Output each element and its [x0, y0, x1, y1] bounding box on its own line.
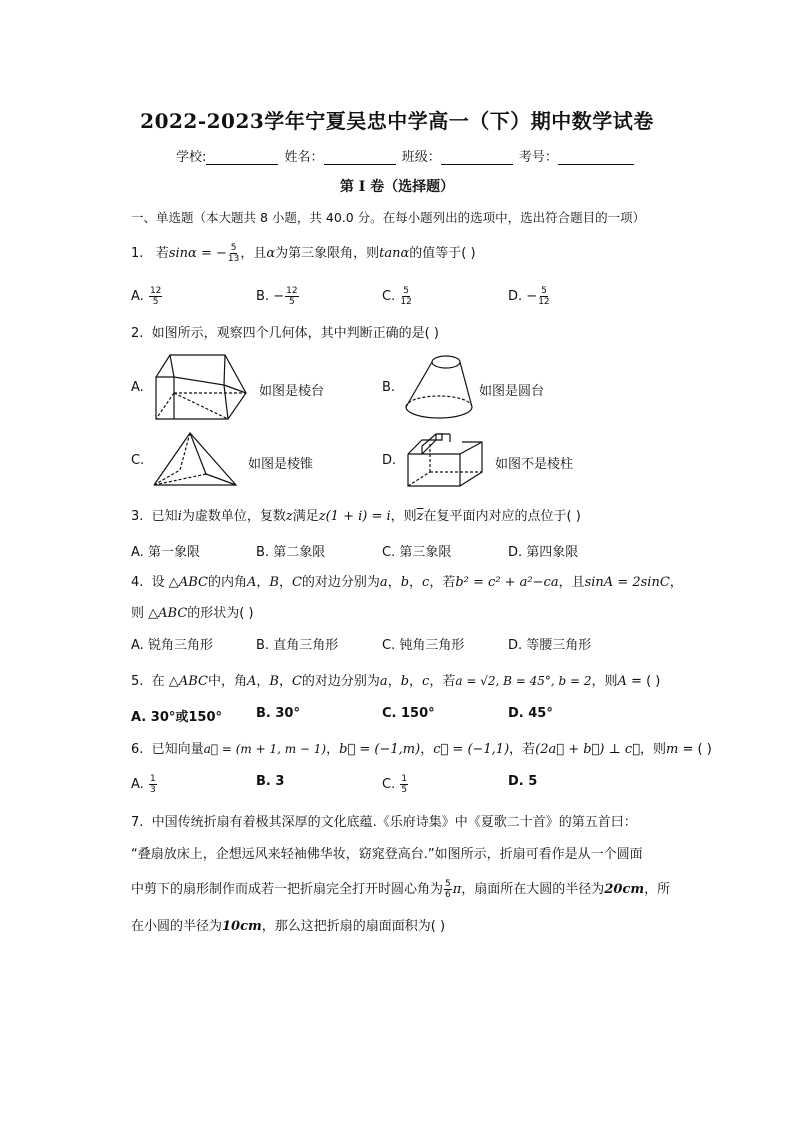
- q2-option-d-label[interactable]: D.: [382, 453, 397, 468]
- pyramid-figure: [150, 430, 242, 490]
- q5-option-b[interactable]: B. 30°: [256, 706, 300, 721]
- question-5: 5. 在 △ABC中，角A，B，C的对边分别为a，b，c，若a = √2, B = 45°, b = 2，则A = ( ): [131, 674, 661, 689]
- q2-option-c-caption: 如图是棱锥: [248, 457, 314, 472]
- q3-option-c[interactable]: C. 第三象限: [382, 545, 452, 560]
- frustum-figure: [150, 353, 250, 423]
- q5-option-d[interactable]: D. 45°: [508, 706, 553, 721]
- q1-option-b[interactable]: B. − $\frac{12}{5}$: [256, 286, 298, 307]
- q6-option-d[interactable]: D. 5: [508, 774, 538, 789]
- q1-option-c[interactable]: C. $\frac{5}{12}$: [382, 286, 412, 307]
- q2-option-b-caption: 如图是圆台: [479, 384, 545, 399]
- q2-option-c-label[interactable]: C.: [131, 453, 145, 468]
- prism-figure: [402, 432, 488, 490]
- question-1: 1. 若sinα = − $\frac{5}{13}$ ，且α为第三象限角，则tanα的值等于( ): [131, 243, 476, 264]
- q3-option-a[interactable]: A. 第一象限: [131, 545, 200, 560]
- question-4-line-2: 则 △ABC的形状为( ): [131, 606, 254, 621]
- question-3: 3. 已知i为虚数单位，复数z满足z(1 + i) = i，则$\overline{z}$在复平面内对应的点位于( ): [131, 509, 581, 524]
- q4-option-d[interactable]: D. 等腰三角形: [508, 638, 592, 653]
- class-blank[interactable]: [441, 150, 513, 165]
- fraction: $\frac{5}{13}$: [227, 243, 240, 264]
- q6-option-c[interactable]: C. $\frac{1}{5}$: [382, 774, 408, 795]
- q6-option-b[interactable]: B. 3: [256, 774, 285, 789]
- q4-option-a[interactable]: A. 锐角三角形: [131, 638, 213, 653]
- q2-option-a-label[interactable]: A.: [131, 380, 144, 395]
- exam-no-label: 考号：: [518, 150, 558, 165]
- q5-option-a[interactable]: A. 30°或150°: [131, 710, 223, 725]
- q2-option-b-label[interactable]: B.: [382, 380, 396, 395]
- cone-frustum-figure: [402, 353, 476, 421]
- question-7-line-4: 在小圆的半径为10cm，那么这把折扇的扇面面积为( ): [131, 919, 446, 934]
- q3-option-b[interactable]: B. 第二象限: [256, 545, 326, 560]
- question-2: 2. 如图所示，观察四个几何体，其中判断正确的是( ): [131, 326, 439, 341]
- q1-option-d[interactable]: D. − $\frac{5}{12}$: [508, 286, 550, 307]
- class-label: 班级：: [401, 150, 441, 165]
- question-6: 6. 已知向量a⃗ = (m + 1, m − 1)，b⃗ = (−1,m)，c⃗ = (−1,1)，若(2a⃗ + b⃗) ⊥ c⃗，则m = ( ): [131, 742, 712, 757]
- name-label: 姓名：: [284, 150, 324, 165]
- q3-option-d[interactable]: D. 第四象限: [508, 545, 579, 560]
- exam-no-blank[interactable]: [558, 150, 634, 165]
- question-4-line-1: 4. 设 △ABC的内角A，B，C的对边分别为a，b，c，若b² = c² + a²−ca，且sinA = 2sinC，: [131, 575, 683, 590]
- q4-option-b[interactable]: B. 直角三角形: [256, 638, 339, 653]
- student-info-line: [176, 146, 636, 165]
- question-7-line-3: 中剪下的扇形制作而成若一把折扇完全打开时圆心角为 $\frac{5}{6}$ π，扇面所在大圆的半径为20cm，所: [131, 879, 671, 900]
- question-7-line-2: “叠扇放床上，企想远风来轻袖佛华妆，窈窕登高台.”如图所示，折扇可看作是从一个圆面: [131, 847, 643, 862]
- q2-option-d-caption: 如图不是棱柱: [495, 457, 574, 472]
- q2-option-a-caption: 如图是棱台: [259, 384, 325, 399]
- section-heading: 一、单选题（本大题共 8 小题，共 40.0 分。在每小题列出的选项中，选出符合题目的一项）: [131, 210, 646, 225]
- question-7-line-1: 7. 中国传统折扇有着极其深厚的文化底蕴.《乐府诗集》中《夏歌二十首》的第五首曰：: [131, 815, 637, 830]
- q5-option-c[interactable]: C. 150°: [382, 706, 435, 721]
- name-blank[interactable]: [324, 150, 396, 165]
- q6-option-a[interactable]: A. $\frac{1}{3}$: [131, 774, 156, 795]
- q4-option-c[interactable]: C. 钝角三角形: [382, 638, 465, 653]
- q1-option-a[interactable]: A. $\frac{12}{5}$: [131, 286, 162, 307]
- volume-heading: 第 I 卷（选择题）: [339, 179, 455, 195]
- page-title: 2022-2023学年宁夏吴忠中学高一（下）期中数学试卷: [140, 109, 654, 133]
- school-blank[interactable]: [206, 150, 278, 165]
- school-label: 学校:: [176, 150, 207, 165]
